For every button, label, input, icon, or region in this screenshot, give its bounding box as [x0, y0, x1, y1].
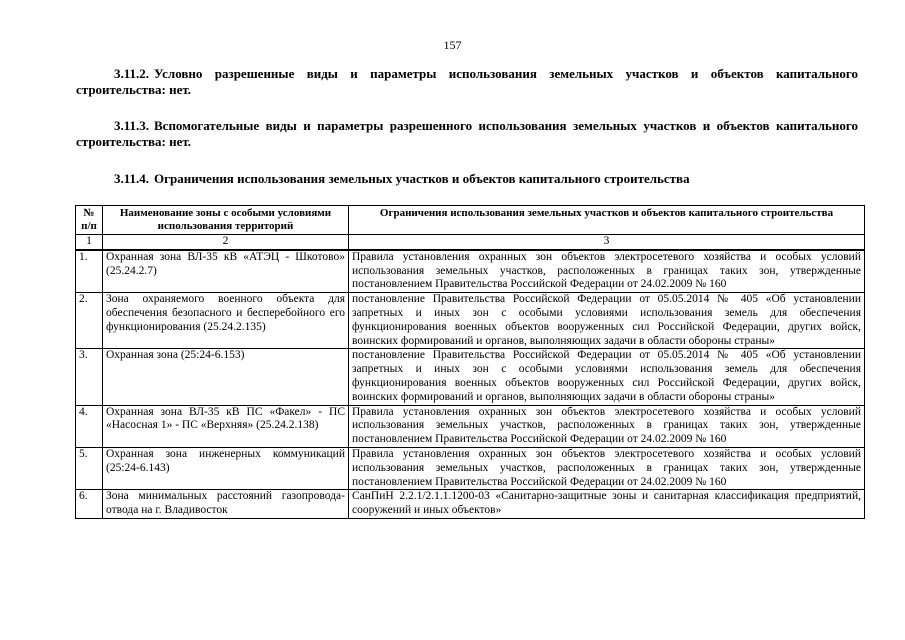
header-num: № п/п	[76, 206, 103, 235]
row-num: 5.	[76, 447, 103, 489]
row-restriction: Правила установления охранных зон объектов электросетевого хозяйства и особых условий использования земельных участков, расположенных в границах таких зон, утвержденные постановлением Правительства Российской Федерации от 24.02.2009 № 160	[349, 405, 865, 447]
row-zone: Охранная зона инженерных коммуникаций (25:24-6.143)	[103, 447, 349, 489]
row-restriction: СанПиН 2.2.1/2.1.1.1200-03 «Санитарно-защитные зоны и санитарная классификация предприятий, сооружений и иных объектов»	[349, 490, 865, 519]
row-restriction: Правила установления охранных зон объектов электросетевого хозяйства и особых условий использования земельных участков, расположенных в границах таких зон, утвержденные постановлением Правительства Российской Федерации от 24.02.2009 № 160	[349, 250, 865, 293]
table-row	[76, 405, 865, 447]
row-num: 2.	[76, 293, 103, 349]
table-row	[76, 293, 865, 349]
row-restriction: Правила установления охранных зон объектов электросетевого хозяйства и особых условий использования земельных участков, расположенных в границах таких зон, утвержденные постановлением Правительства Российской Федерации от 24.02.2009 № 160	[349, 447, 865, 489]
row-restriction: постановление Правительства Российской Федерации от 05.05.2014 № 405 «Об установлении запретных и иных зон с особыми условиями использования земель для обеспечения функционирования военных объектов вооруженных сил Российской Федерации, других войск, воинских формирований и органов, выполняющих задачи в области обороны страны»	[349, 293, 865, 349]
row-num: 6.	[76, 490, 103, 519]
table-row	[76, 490, 865, 519]
section-text: Ограничения использования земельных участков и объектов капитального строительства	[154, 171, 690, 186]
section-3-11-3	[76, 118, 858, 150]
section-text: Условно разрешенные виды и параметры использования земельных участков и объектов капитального строительства: нет.	[76, 66, 858, 97]
section-number: 3.11.4.	[114, 171, 150, 186]
table-row	[76, 447, 865, 489]
row-num: 1.	[76, 250, 103, 293]
section-3-11-4	[76, 171, 858, 187]
restrictions-table	[75, 205, 865, 519]
row-zone: Охранная зона (25:24-6.153)	[103, 349, 349, 405]
row-num: 3.	[76, 349, 103, 405]
row-num: 4.	[76, 405, 103, 447]
table-header-row	[76, 206, 865, 235]
row-zone: Охранная зона ВЛ-35 кВ ПС «Факел» - ПС «Насосная 1» - ПС «Верхняя» (25.24.2.138)	[103, 405, 349, 447]
header-restriction: Ограничения использования земельных участков и объектов капитального строительства	[349, 206, 865, 235]
section-text: Вспомогательные виды и параметры разрешенного использования земельных участков и объектов капитального строительства: нет.	[76, 118, 858, 149]
row-zone: Охранная зона ВЛ-35 кВ «АТЭЦ - Шкотово» (25.24.2.7)	[103, 250, 349, 293]
row-zone: Зона минимальных расстояний газопровода-отвода на г. Владивосток	[103, 490, 349, 519]
row-zone: Зона охраняемого военного объекта для обеспечения безопасного и бесперебойного его функционирования (25.24.2.135)	[103, 293, 349, 349]
table-index-row	[76, 235, 865, 250]
table-row	[76, 250, 865, 293]
section-3-11-2	[76, 66, 858, 98]
section-number: 3.11.2.	[114, 66, 150, 81]
index-cell: 3	[349, 235, 865, 250]
index-cell: 2	[103, 235, 349, 250]
page-number: 157	[443, 38, 462, 52]
section-number: 3.11.3.	[114, 118, 150, 133]
header-zone: Наименование зоны с особыми условиями использования территорий	[103, 206, 349, 235]
table-row	[76, 349, 865, 405]
index-cell: 1	[76, 235, 103, 250]
row-restriction: постановление Правительства Российской Федерации от 05.05.2014 № 405 «Об установлении запретных и иных зон с особыми условиями использования земель для обеспечения функционирования военных объектов вооруженных сил Российской Федерации, других войск, воинских формирований и органов, выполняющих задачи в области обороны страны»	[349, 349, 865, 405]
